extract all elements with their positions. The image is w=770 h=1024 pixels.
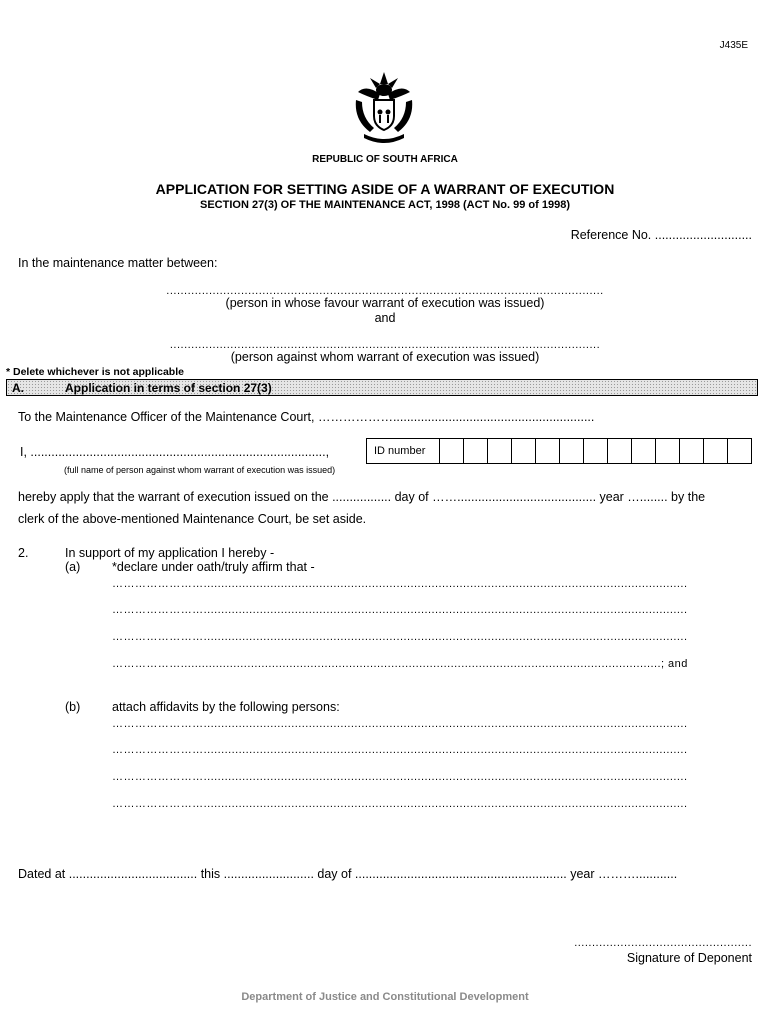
- id-number-box: [366, 438, 752, 464]
- id-digit-cell[interactable]: [656, 439, 680, 463]
- section-a-title: Application in terms of section 27(3): [65, 381, 272, 395]
- item-a-text: *declare under oath/truly affirm that -: [112, 560, 315, 574]
- id-digit-cell[interactable]: [440, 439, 464, 463]
- declaration-line[interactable]: ……………….........................................................................................................................................; and: [112, 658, 688, 670]
- id-digit-cell[interactable]: [704, 439, 728, 463]
- coat-of-arms-icon: [350, 70, 418, 146]
- declaration-line[interactable]: ……………………..........................................................................................................................................: [112, 631, 688, 643]
- id-digit-cell[interactable]: [464, 439, 488, 463]
- reference-number-field[interactable]: Reference No. ............................: [570, 228, 752, 242]
- item-2-text: In support of my application I hereby -: [65, 546, 275, 560]
- item-2-number: 2.: [18, 546, 29, 560]
- country-heading: REPUBLIC OF SOUTH AFRICA: [312, 154, 458, 165]
- id-digit-cell[interactable]: [680, 439, 704, 463]
- form-subtitle: SECTION 27(3) OF THE MAINTENANCE ACT, 1998 (ACT No. 99 of 1998): [200, 199, 570, 211]
- applicant-name-field[interactable]: I, .....................................................................................,: [20, 445, 330, 459]
- signature-field[interactable]: ..................................................: [574, 937, 752, 949]
- party1-caption: (person in whose favour warrant of execution was issued): [225, 296, 545, 310]
- signature-label: Signature of Deponent: [626, 951, 752, 965]
- declaration-line[interactable]: ……………………..........................................................................................................................................: [112, 578, 688, 590]
- matter-intro: In the maintenance matter between:: [18, 256, 218, 270]
- id-digit-cell[interactable]: [488, 439, 512, 463]
- id-digit-cell[interactable]: [512, 439, 536, 463]
- section-a-letter: A.: [12, 381, 24, 395]
- item-a-label: (a): [65, 560, 81, 574]
- id-digit-cell[interactable]: [632, 439, 656, 463]
- affidavit-line[interactable]: ……………………..........................................................................................................................................: [112, 798, 688, 810]
- and-connector: and: [374, 311, 396, 325]
- warrant-date-field[interactable]: hereby apply that the warrant of execution issued on the ................. day of ……........................................ year …........ by the: [18, 490, 706, 504]
- affidavit-line[interactable]: ……………………..........................................................................................................................................: [112, 718, 688, 730]
- party2-name-field[interactable]: .........................................................................................................................: [169, 339, 601, 351]
- item-b-text: attach affidavits by the following persons:: [112, 700, 340, 714]
- declaration-line[interactable]: ……………………..........................................................................................................................................: [112, 604, 688, 616]
- id-digit-cell[interactable]: [584, 439, 608, 463]
- form-title: APPLICATION FOR SETTING ASIDE OF A WARRANT OF EXECUTION: [155, 181, 615, 197]
- delete-note: * Delete whichever is not applicable: [6, 366, 184, 378]
- id-digit-cell[interactable]: [536, 439, 560, 463]
- id-number-label: ID number: [367, 439, 440, 463]
- party1-name-field[interactable]: ...........................................................................................................................: [166, 285, 604, 297]
- footer-department: Department of Justice and Constitutional Development: [241, 991, 529, 1003]
- id-digit-cell[interactable]: [728, 439, 751, 463]
- id-digit-cell[interactable]: [560, 439, 584, 463]
- affidavit-line[interactable]: ……………………..........................................................................................................................................: [112, 771, 688, 783]
- item-b-label: (b): [65, 700, 81, 714]
- party2-caption: (person against whom warrant of execution was issued): [230, 350, 540, 364]
- affidavit-line[interactable]: ……………………..........................................................................................................................................: [112, 744, 688, 756]
- id-digit-cell[interactable]: [608, 439, 632, 463]
- form-code: J435E: [719, 40, 748, 51]
- full-name-hint: (full name of person against whom warrant of execution was issued): [64, 465, 336, 475]
- apply-statement: clerk of the above-mentioned Maintenance Court, be set aside.: [18, 512, 367, 526]
- dated-field[interactable]: Dated at ..................................... this .......................... day of ............................................................. year ………............: [18, 867, 678, 881]
- maintenance-officer-field[interactable]: To the Maintenance Officer of the Maintenance Court, ………………..........................................................: [18, 410, 595, 424]
